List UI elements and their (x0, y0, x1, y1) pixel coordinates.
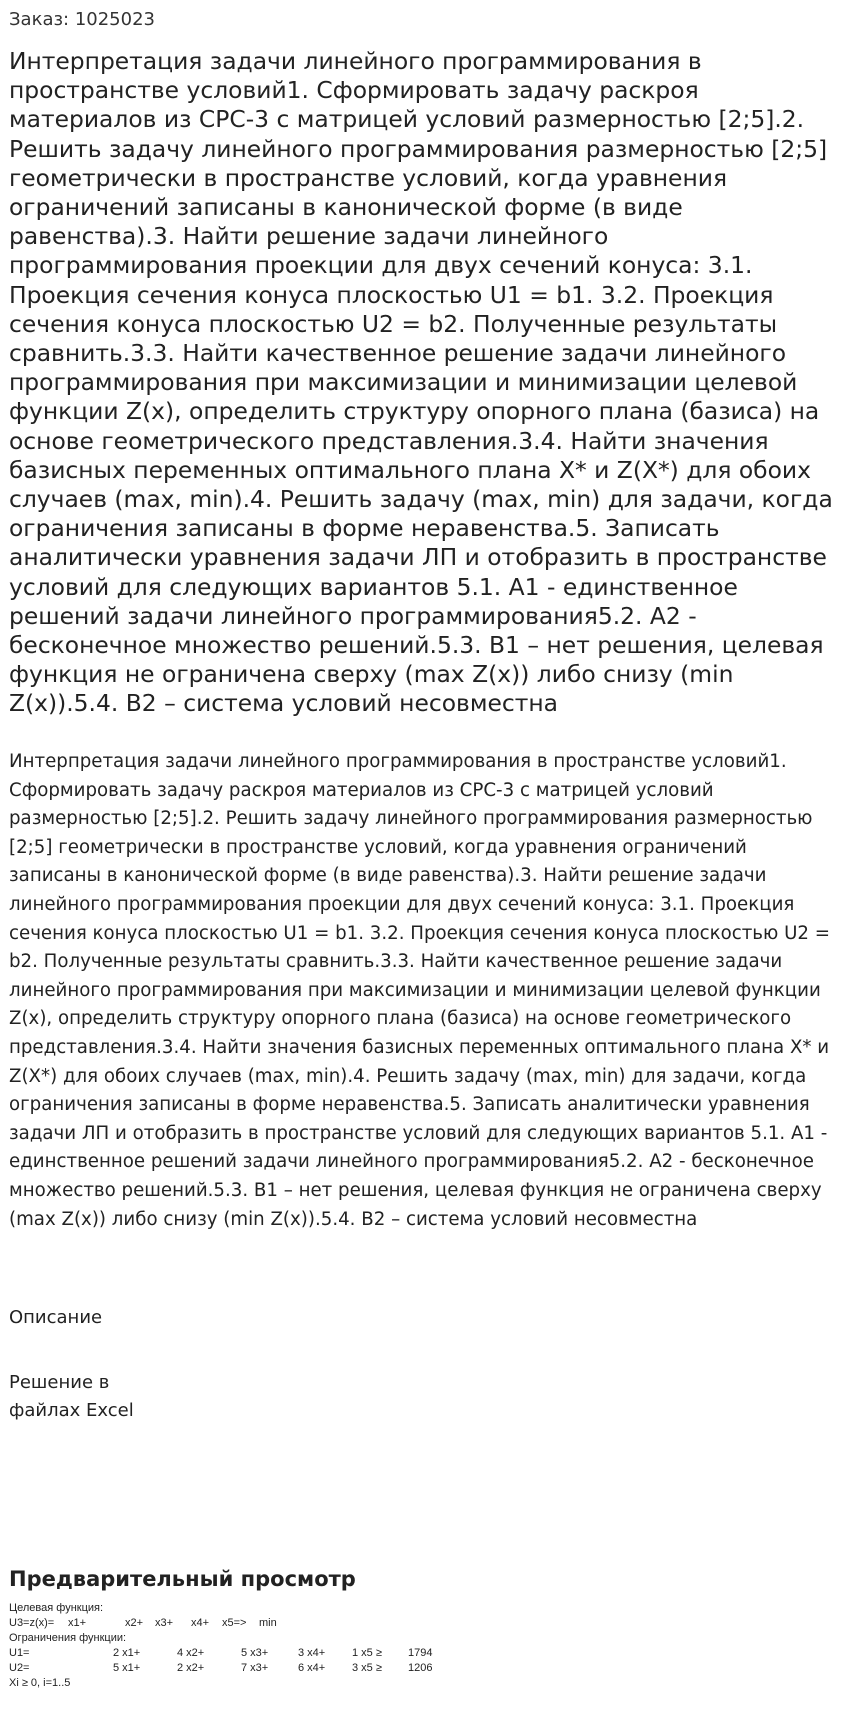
preview-heading: Предварительный просмотр (9, 1567, 356, 1591)
sheet-cell: x3+ (155, 1617, 174, 1629)
page-title: Интерпретация задачи линейного программирования в пространстве условий1. Сформировать задачу раскроя материалов из СРС-3 с матрицей условий размерностью [2;5].2. Решить задачу линейного программирования размерностью [2;5] геометрически в пространстве условий, когда уравнения ограничений записаны в канонической форме (в виде равенства).3. Найти решение задачи линейного программирования проекции для двух сечений конуса: 3.1. Проекция сечения конуса плоскостью U1 = b1. 3.2. Проекция сечения конуса плоскостью U2 = b2. Полученные результаты сравнить.3.3. Найти качественное решение задачи линейного программирования при максимизации и минимизации целевой функции Z(x), определить структуру опорного плана (базиса) на основе геометрического представления.3.4. Найти значения базисных переменных оптимального плана X* и Z(X*) для обоих случаев (max, min).4. Решить задачу (max, min) для задачи, когда ограничения записаны в форме неравенства.5. Записать аналитически уравнения задачи ЛП и отобразить в пространстве условий для следующих вариантов 5.1. А1 - единственное решений задачи линейного программирования5.2. А2 - бесконечное множество решений.5.3. В1 – нет решения, целевая функция не ограничена сверху (max Z(x)) либо снизу (min Z(x)).5.4. В2 – система условий несовместна (9, 47, 833, 718)
sheet-cell: U2= (9, 1662, 30, 1674)
sheet-cell: 1206 (408, 1662, 433, 1674)
sheet-cell: 1 x5 ≥ (352, 1647, 382, 1659)
task-description: Интерпретация задачи линейного программирования в пространстве условий1. Сформировать задачу раскроя материалов из СРС-3 с матрицей условий размерностью [2;5].2. Решить задачу линейного программирования размерностью [2;5] геометрически в пространстве условий, когда уравнения ограничений записаны в канонической форме (в виде равенства).3. Найти решение задачи линейного программирования проекции для двух сечений конуса: 3.1. Проекция сечения конуса плоскостью U1 = b1. 3.2. Проекция сечения конуса плоскостью U2 = b2. Полученные результаты сравнить.3.3. Найти качественное решение задачи линейного программирования при максимизации и минимизации целевой функции Z(x), определить структуру опорного плана (базиса) на основе геометрического представления.3.4. Найти значения базисных переменных оптимального плана X* и Z(X*) для обоих случаев (max, min).4. Решить задачу (max, min) для задачи, когда ограничения записаны в форме неравенства.5. Записать аналитически уравнения задачи ЛП и отобразить в пространстве условий для следующих вариантов 5.1. А1 - единственное решений задачи линейного программирования5.2. А2 - бесконечное множество решений.5.3. В1 – нет решения, целевая функция не ограничена сверху (max Z(x)) либо снизу (min Z(x)).5.4. В2 – система условий несовместна (9, 751, 831, 1230)
sheet-row (9, 1676, 469, 1691)
sheet-row (9, 1661, 469, 1676)
sheet-cell: 3 x5 ≥ (352, 1662, 382, 1674)
sheet-cell: 5 x1+ (113, 1662, 141, 1674)
sheet-row (9, 1646, 469, 1661)
sheet-cell: Ограничения функции: (9, 1632, 127, 1644)
sheet-cell: Xi ≥ 0, i=1..5 (9, 1677, 71, 1689)
order-number: Заказ: 1025023 (9, 9, 155, 30)
description-label: Описание (9, 1307, 103, 1328)
preview-sheet (9, 1601, 469, 1691)
sheet-cell: x2+ (125, 1617, 144, 1629)
sheet-cell: 4 x2+ (177, 1647, 205, 1659)
sheet-cell: U1= (9, 1647, 30, 1659)
sheet-cell: 2 x1+ (113, 1647, 141, 1659)
sheet-cell: x1+ (68, 1617, 87, 1629)
sheet-cell: 6 x4+ (298, 1662, 326, 1674)
sheet-cell: 1794 (408, 1647, 433, 1659)
sheet-cell: 7 x3+ (241, 1662, 269, 1674)
solution-note: Решение в файлах Excel (9, 1372, 134, 1421)
sheet-row (9, 1601, 469, 1616)
sheet-cell: 3 x4+ (298, 1647, 326, 1659)
sheet-cell: U3=z(x)= (9, 1617, 55, 1629)
sheet-cell: x4+ (191, 1617, 210, 1629)
sheet-cell: Целевая функция: (9, 1602, 104, 1614)
sheet-row (9, 1616, 469, 1631)
sheet-cell: min (259, 1617, 277, 1629)
sheet-cell: 5 x3+ (241, 1647, 269, 1659)
sheet-cell: 2 x2+ (177, 1662, 205, 1674)
sheet-cell: x5=> (222, 1617, 247, 1629)
sheet-row (9, 1631, 469, 1646)
